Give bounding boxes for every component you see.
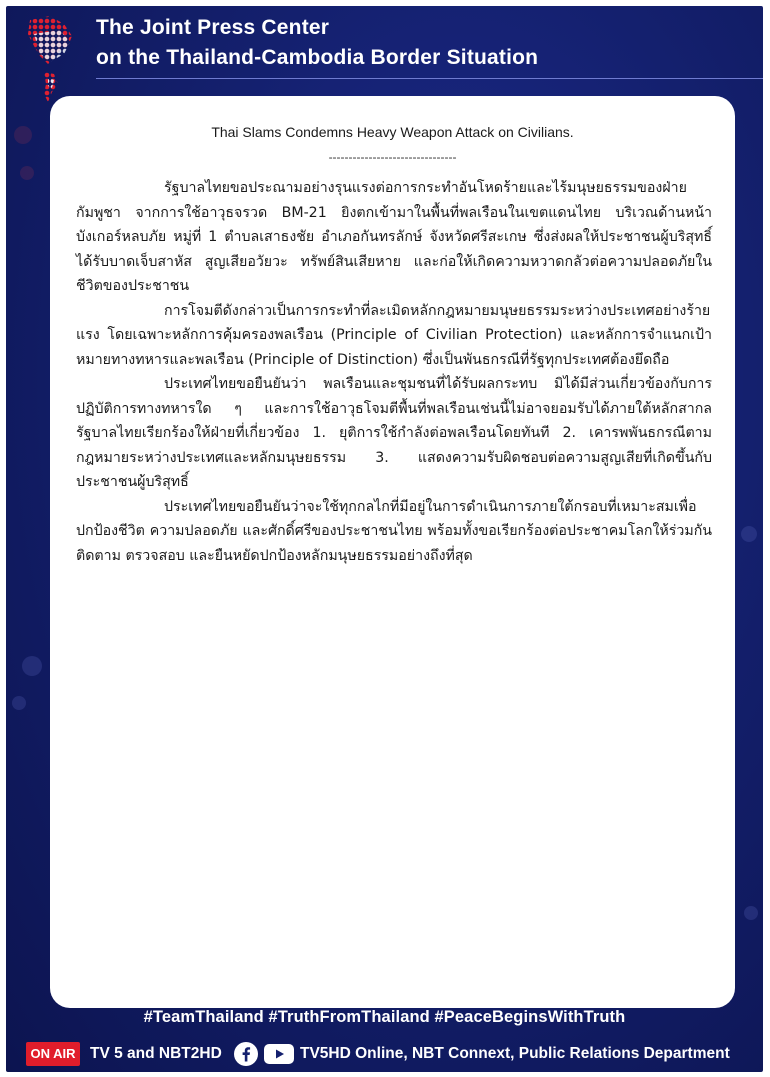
on-air-badge: ON AIR [26,1042,80,1066]
paragraph: รัฐบาลไทยขอประณามอย่างรุนแรงต่อการกระทำอันโหดร้ายและไร้มนุษยธรรมของฝ่ายกัมพูชา จากการใช้อาวุธจรวด BM-21 ยิงตกเข้ามาในพื้นที่พลเรือนในเขตแดนไทย บริเวณด้านหน้าบังเกอร์หลบภัย หมู่ที่ 1 ตำบลเสาธงชัย อำเภอกันทรลักษ์ จังหวัดศรีสะเกษ ซึ่งส่งผลให้ประชาชนผู้บริสุทธิ์ได้รับบาดเจ็บสาหัส สูญเสียอวัยวะ ทรัพย์สินเสียหาย และก่อให้เกิดความหวาดกลัวต่อความปลอดภัยในชีวิตของประชาชน [76,180,712,294]
title-separator: -------------------------------- [328,150,457,164]
paragraph: ประเทศไทยขอยืนยันว่า พลเรือนและชุมชนที่ได้รับผลกระทบ มิได้มีส่วนเกี่ยวข้องกับการปฏิบัติการทางทหารใด ๆ และการใช้อาวุธโจมตีพื้นที่พลเรือนเช่นนี้ไม่อาจยอมรับได้ภายใต้หลักสากล รัฐบาลไทยเรียกร้องให้ฝ่ายที่เกี่ยวข้อง 1. ยุติการใช้กำลังต่อพลเรือนโดยทันที 2. เคารพพันธกรณีตามกฎหมายระหว่างประเทศและหลักมนุษยธรรม 3. แสดงความรับผิดชอบต่อความสูญเสียที่เกิดขึ้นกับประชาชนผู้บริสุทธิ์ [76,376,712,490]
decor-dot [22,656,42,676]
decor-dot [744,906,758,920]
document-body [76,176,712,568]
paragraph: การโจมตีดังกล่าวเป็นการกระทำที่ละเมิดหลักกฎหมายมนุษยธรรมระหว่างประเทศอย่างร้ายแรง โดยเฉพาะหลักการคุ้มครองพลเรือน (Principle of Civilian Protection) และหลักการจำแนกเป้าหมายทางทหารและพลเรือน (Principle of Distinction) ซึ่งเป็นพันธกรณีที่รัฐทุกประเทศต้องยึดถือ [76,302,712,368]
header [6,6,763,84]
document-title: Thai Slams Condemns Heavy Weapon Attack on Civilians. [211,124,574,140]
statement-card [50,96,735,1008]
poster-frame [6,6,763,1072]
header-divider [96,78,763,79]
hashtags: #TeamThailand #TruthFromThailand #PeaceBeginsWithTruth [143,1008,626,1026]
broadcast-footer [26,1042,763,1066]
header-title-line-2: on the Thailand-Cambodia Border Situation [96,46,539,69]
thailand-map-logo-icon [20,12,82,108]
tv-channels: TV 5 and NBT2HD [90,1045,222,1062]
online-platforms: TV5HD Online, NBT Connext, Public Relations Department [300,1045,730,1062]
youtube-icon [264,1044,294,1064]
decor-dot [12,696,26,710]
decor-dot [741,526,757,542]
facebook-icon [234,1042,258,1066]
paragraph: ประเทศไทยขอยืนยันว่าจะใช้ทุกกลไกที่มีอยู่ในการดำเนินการภายใต้กรอบที่เหมาะสมเพื่อปกป้องชีวิต ความปลอดภัย และศักดิ์ศรีของประชาชนไทย พร้อมทั้งขอเรียกร้องต่อประชาคมโลกให้ร่วมกันติดตาม ตรวจสอบ และยืนหยัดปกป้องหลักมนุษยธรรมอย่างถึงที่สุด [76,498,712,564]
header-title-line-1: The Joint Press Center [96,16,330,39]
decor-dot [20,166,34,180]
decor-dot [14,126,32,144]
